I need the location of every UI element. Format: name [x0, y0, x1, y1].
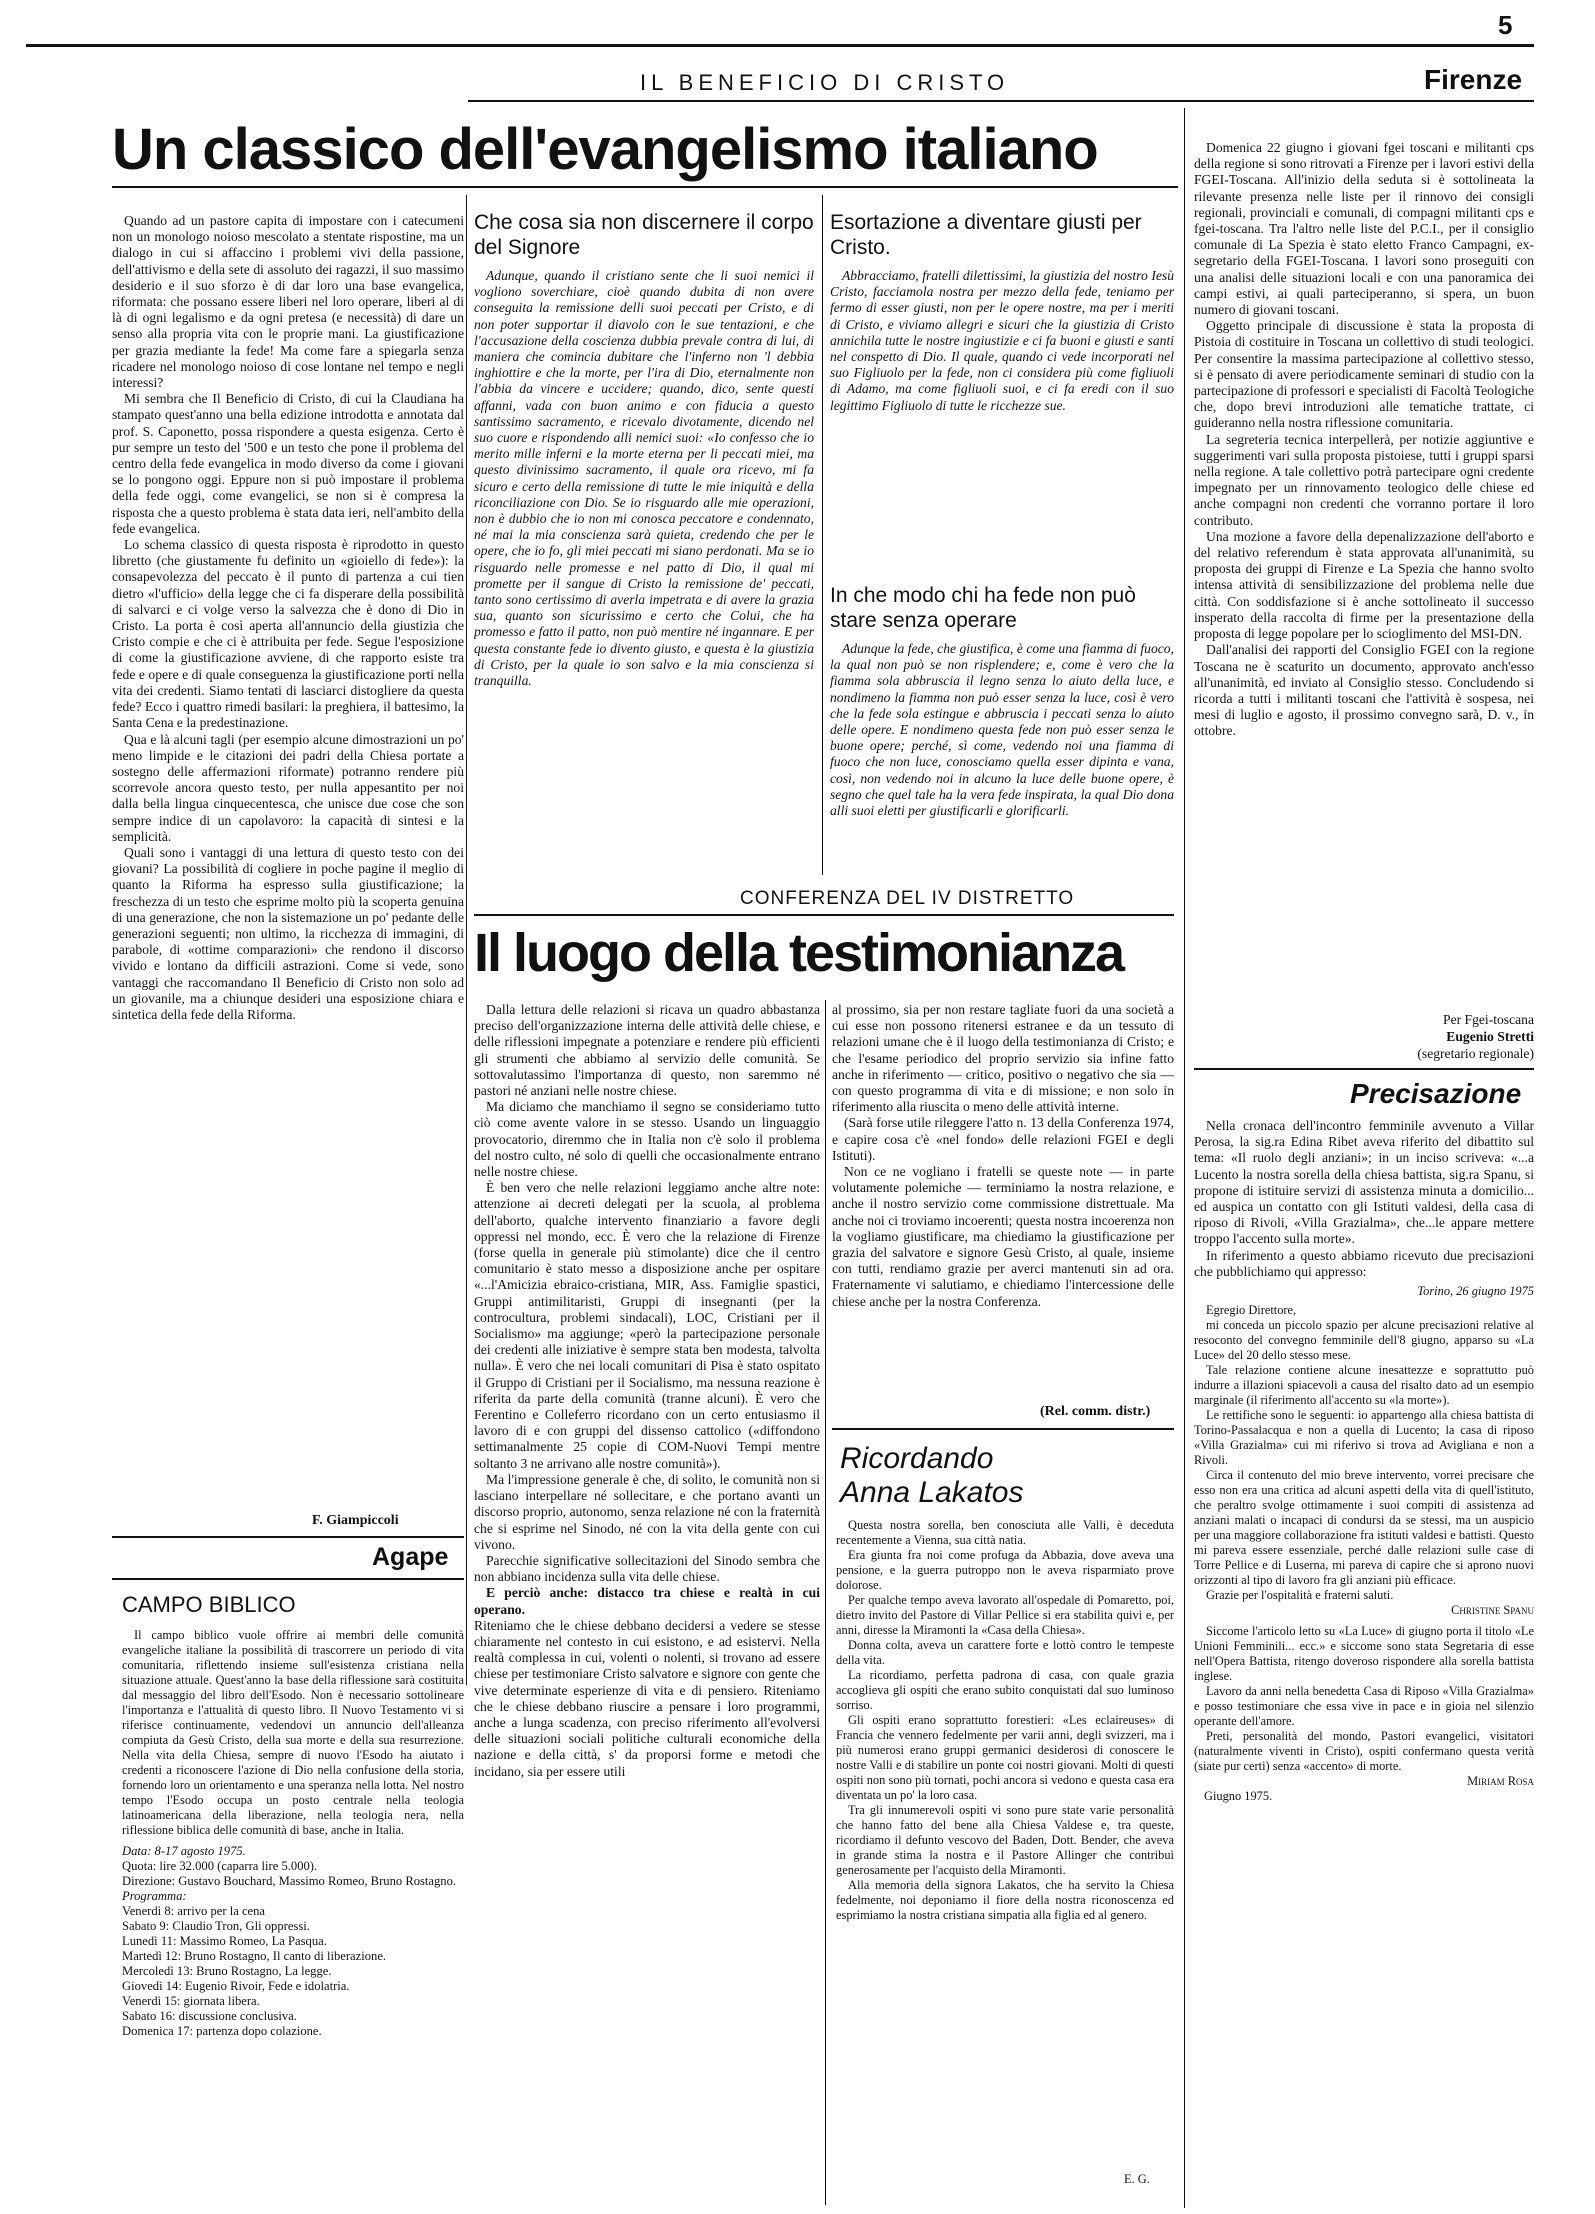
paragraph: Il campo biblico vuole offrire ai membri delle comunità evangeliche italiane la possibilità di trascorrere un periodo di vita comunitaria, riflettendo insieme sull'esistenza cristiana nella situazione attuale. Quest'anno la base della riflessione sarà costituita dal messaggio del libro dell'Esodo. Non è necessario sottolineare l'importanza e l'attualità di questo libro. Il Nuovo Testamento vi si riferisce continuamente, vedendovi un annuncio dell'alleanza compiuta da Gesù Cristo, della sua morte e della sua resurrezione. Nella vita della Chiesa, sempre di nuovo l'Esodo ha aiutato i credenti a riconoscere l'azione di Dio nella confusione della storia, fornendo loro un orientamento e una speranza nella lotta. Nel nostro tempo l'Esodo occupa un posto centrale nella teologia latinoamericana della liberazione, nella teologia nera, nella riflessione biblica delle comunità di base, anche in Italia. — [122, 1628, 464, 1837]
program-item: Venerdì 8: arrivo per la cena — [122, 1904, 266, 1918]
column-divider — [1184, 108, 1185, 2208]
main-article-col1 — [112, 213, 464, 1503]
quote-box-3-text: Adunque la fede, che giustifica, è come una fiamma di fuoco, la qual non può se non risplendere; e, come è vero che la fiamma sola abbruscia il legno senza lo aiuto della luce, e nondimeno la fiamma non può esser senza la luce, così è vero che la fede sola estingue e abbruscia i peccati senza lo aiuto delle opere. E nondimeno questa fede non può esser senza le buone opere; perché, sì come, vedendo noi una fiamma di fuoco che non luce, conosciamo quella esser dipinta e vana, così, non vedendo noi in alcuno la luce delle buone opere, è segno che quel tale ha la vera fede inspirata, la qual Dio dona alli suoi eletti per giustificarli e glorificarli. — [830, 641, 1174, 819]
paragraph: Siccome l'articolo letto su «La Luce» di giugno porta il titolo «Le Unioni Femminili... ecc.» e siccome sono stata Segretaria di esse nell'Opera Battista, ritengo doveroso rispondere alla sorella battista inglese. — [1194, 1624, 1534, 1684]
paragraph: Riteniamo che le chiese debbano decidersi a vedere se stesse chiaramente nel contesto in cui esistono, e ad esistervi. Nella realtà complessa in cui, volenti o nolenti, si trovano ad essere chiese per testimoniare Cristo salvatore e signore con gente che vive determinate esperienze di vita e di pensiero. Riteniamo che le chiese debbano riuscire a pensare i loro programmi, anche a lunga scadenza, con preciso riferimento all'evolversi delle situazioni sociali politiche culturali economiche della nazione e della città, s' da proporsi forme e metodi che incidano, sia per essere utili — [474, 1617, 820, 1779]
paragraph: Lavoro da anni nella benedetta Casa di Riposo «Villa Grazialma» e posso testimoniare che essa vive in pace e in gioia nel silenzio operante dell'amore. — [1194, 1684, 1534, 1729]
conference-end-rule — [832, 1428, 1174, 1430]
paragraph: È ben vero che nelle relazioni leggiamo anche altre note: attenzione ai decreti delegati per la scuola, al problema dell'aborto, qualche intervento finanziario a favore degli oppressi nel mondo, ecc. È vero che la relazione di Firenze (forse quella in generale più stimolante) dice che il centro comunitario è stato messo a disposizione anche per ospitare «...l'Amicizia ebraico-cristiana, MIR, Ass. Famiglie spastici, Gruppi antimilitaristi, Gruppi di insegnanti (per la controcultura, problemi sindacali), LOC, Cristiani per il Socialismo» ma aggiunge; «però la partecipazione personale dei credenti alle iniziative è sempre stata ben modesta, talvolta nulla». È vero che nei locali comunitari di Pisa è stato ospitato il Gruppo di Cristiani per il Socialismo, ma nessuna reazione è riferita da parte della comunità (tranne alcuni). È vero che Ferentino e Colleferro ricordano con un certo entusiasmo il lavoro di e con gruppi del dissenso cattolico («diffondono settimanalmente 25 copie di COM-Nuovi Tempi mentre soltanto 3 ne arrivano alle nostre comunità»). — [474, 1180, 820, 1471]
letter1-date: Torino, 26 giugno 1975 — [1417, 1284, 1534, 1299]
program-item: Martedì 12: Bruno Rostagno, Il canto di liberazione. — [122, 1949, 387, 1963]
paragraph: Una mozione a favore della depenalizzazione dell'aborto e del relativo referendum è stata approvata all'unanimità, su proposta dei gruppi di Firenze e La Spezia che hanno svolto intensa attività di sensibilizzazione del problema nelle due città. Con soddisfazione si è anche sottolineato il successo insperato della raccolta di firme per la presentazione della proposta di legge popolare per lo scioglimento del MSI-DN. — [1194, 528, 1534, 642]
quote-box-1-text: Adunque, quando il cristiano sente che li suoi nemici il vogliono soverchiare, cioè quando dubita di non avere conseguita la remissione delli suoi peccati per Cristo, e di non poter supportar il diavolo con le sue tentazioni, e che l'accusazione della coscienza dubbia prevale contra di lui, di maniera che comincia dubitare che l'inferno non 'l debbia inghiottire e che la morte, per l'ira di Dio, eternalmente non l'abbia da vincere e uccidere; quando, dico, sente questi affanni, vada con buon animo e con fiducia a questo santissimo sacramento, e ricevalo divotamente, dicendo nel suo cuore e rispondendo alli nemici suoi: «Io confesso che io merito mille inferni e la morte eterna per li peccati miei, ma questo divinissimo sacramento, il quale ora ricevo, mi fa sicuro e certo della remissione di tutte le mie iniquità e della riconciliazione con Dio. Se io risguardo alle mie operazioni, non è dubbio che io non mi conosca peccatore e condennato, né mai la mia conscienza sarà quieta, credendo che per le opere, che io fo, gli miei peccati mi siano perdonati. Ma se io risguardo nelle promesse e nel patto di Dio, il qual mi promette per il sangue di Cristo la remissione de' peccati, tanto sono certissimo di averla impetrata e di avere la grazia sua, quanto son sicurissimo e certo che Colui, che ha promesso e fatto il patto, non può mentire né ingannare. E per questa constante fede io divento giusto, e questa è la giustizia di Cristo, per la quale io son salvo e la mia conscienza si tranquilla. — [474, 268, 814, 689]
quote-box-2-text: Abbracciamo, fratelli dilettissimi, la giustizia del nostro Iesù Cristo, facciamola nostra per mezzo della fede, teniamo per fermo di esser giusti, non per le opere nostre, ma per i meriti di Cristo, e viviamo allegri e sicuri che la giustizia di Cristo annichila tutte le nostre ingiustizie e ci fa buoni e giusti e santi nel conspetto di Dio. Il quale, quando ci vede incorporati nel suo Figliuolo per la fede, non ci considera più come figliuoli di Adamo, ma come figliuoli suoi, e ci fa eredi con il suo legittimo Figliuolo di tutte le ricchezze sue. — [830, 268, 1174, 413]
quote-box-1-title: Che cosa sia non discernere il corpo del Signore — [474, 211, 814, 259]
precisazione-body — [1194, 1118, 1534, 2208]
program-item: Mercoledì 13: Bruno Rostagno, La legge. — [122, 1964, 332, 1978]
letter2-signature: Miriam Rosa — [1467, 1774, 1534, 1789]
paragraph: Quando ad un pastore capita di impostare con i catecumeni non un monologo noioso mescolato a stentate rispostine, ma un dialogo in cui si affaccino i problemi vivi della passione, dell'attivismo e della sete di assoluto dei ragazzi, il suo massimo desiderio e il suo sforzo è di dar loro una base evangelica, riformata: che possano essere liberi nel loro operare, liberi al di là di ogni legalismo e da ogni pretesa (e necessità) di dare un senso alla propria vita con le proprie mani. La giustificazione per grazia mediante la fede! Ma come fare a spiegarla senza ricadere nel monologo noioso di cose lontane nel tempo e negli interessi? — [112, 213, 464, 391]
conference-kicker: CONFERENZA DEL IV DISTRETTO — [740, 888, 1075, 909]
quote-box-3-title: In che modo chi ha fede non può stare senza operare — [830, 584, 1136, 632]
ricordando-body — [836, 1518, 1174, 2168]
precisazione-rule — [1194, 1068, 1534, 1070]
top-rule — [26, 44, 1534, 47]
program-item: Sabato 16: discussione conclusiva. — [122, 2009, 297, 2023]
quote-box-3 — [830, 583, 1174, 881]
conference-signature: (Rel. comm. distr.) — [1040, 1404, 1151, 1419]
main-article-author: F. Giampiccoli — [312, 1513, 399, 1528]
letter2-date: Giugno 1975. — [1204, 1789, 1273, 1804]
conference-col2 — [832, 1002, 1174, 1394]
paragraph: In riferimento a questo abbiamo ricevuto due precisazioni che pubblichiamo qui appresso: — [1194, 1247, 1534, 1279]
paragraph: Le rettifiche sono le seguenti: io appartengo alla chiesa battista di Torino-Passalacqua e non a quella di Lucento; la casa di riposo «Villa Grazialma» cui mi riferivo si trova ad Avigliana e non a Rivoli. — [1194, 1408, 1534, 1468]
fgei-toscana-article — [1194, 140, 1534, 1010]
paragraph: Mi sembra che Il Beneficio di Cristo, di cui la Claudiana ha stampato quest'anno una bella edizione introdotta e annotata dal prof. S. Caponetto, possa rispondere a questa esigenza. Certo è pur sempre un testo del '500 e un testo che pone il problema del centro della fede evangelica in modo diverso da come i giovani se lo pongono oggi. Eppure non si può impostare il problema della fede oggi, come evangelici, se non si è compresa la risposta che a questo problema è stata data ieri, nell'ambito della fede evangelica. — [112, 391, 464, 536]
paragraph: La segreteria tecnica interpellerà, per notizie aggiuntive e suggerimenti vari sulla proposta pistoiese, tutti i gruppi sparsi nella regione. A tale collettivo potrà partecipare ogni credente impegnato per un rinnovamento teologico delle chiese ed anche compagni non credenti che vorranno portare il loro contributo. — [1194, 431, 1534, 528]
quote-box-2 — [830, 210, 1174, 525]
program-item: Domenica 17: partenza dopo colazione. — [122, 2024, 322, 2038]
quote-box-2-title: Esortazione a diventare giusti per Cristo. — [830, 211, 1142, 259]
paragraph: Domenica 22 giugno i giovani fgei toscani e militanti cps della regione si sono ritrovati a Firenze per i lavori estivi della FGEI-Toscana. All'inizio della seduta si è sottolineata la rilevante presenza nelle liste per il rinnovo dei consigli regionali, provinciali e comunali, di compagni militanti cps e fgei-toscana. Tra l'altro nelle liste del P.C.I., per il consiglio comunale di La Spezia è stato eletto Franco Campagni, ex-segretario della FGEI-Toscana. I lavori sono proseguiti con una analisi delle situazioni locali e con una panoramica dei campi estivi, ai quali parteciperanno, si spera, un buon numero di giovani toscani. — [1194, 140, 1534, 318]
detail-line: Direzione: Gustavo Bouchard, Massimo Romeo, Bruno Rostagno. — [122, 1874, 457, 1888]
agape-body — [122, 1628, 464, 2208]
paragraph: Lo schema classico di questa risposta è riprodotto in questo libretto (che giustamente fu definito un «gioiello di fede»): la consapevolezza del peccato è il punto di partenza a cui tien dietro «l'ufficio» della legge che ci fa disperare della possibilità di salvarci e ci volge verso la salvezza che è dono di Dio in Cristo. La porta è così aperta all'annuncio della giustizia che Cristo compie e che ci è attribuita per fede. Segue l'esposizione di come la giustificazione avviene, di che rapporto esiste tra fede e opere e di quale conseguenza la giustificazione porti nella vita dei credenti. Siamo tentati di lasciarci distogliere da questa fede? Ecco i quattro rimedi basilari: la preghiera, il battesimo, la Santa Cena e la predestinazione. — [112, 537, 464, 731]
paragraph: La ricordiamo, perfetta padrona di casa, con quale grazia accoglieva gli ospiti che erano subito conquistati dal suo luminoso sorriso. — [836, 1668, 1174, 1712]
paragraph: Qua e là alcuni tagli (per esempio alcune dimostrazioni un po' meno limpide e le citazioni dei padri della Chiesa portate a sostegno delle affermazioni riformate) potranno rendere più scorrevole ancora questo testo, per nulla appesantito per noi dalla bella lingua cinquecentesca, che unisce due cose che son sempre indice di un capolavoro: la capacità di sintesi e la semplicità. — [112, 731, 464, 844]
quote-box-1 — [474, 210, 814, 920]
campo-biblico-title: CAMPO BIBLICO — [122, 1592, 296, 1617]
paragraph: Alla memoria della signora Lakatos, che ha servito la Chiesa fedelmente, noi deponiamo il fiore della nostra riconoscenza ed esprimiamo la nostra cristiana simpatia alla figlia ed al genero. — [836, 1878, 1174, 1922]
paragraph: Dalla lettura delle relazioni si ricava un quadro abbastanza preciso dell'organizzazione interna delle attività delle chiese, e delle riflessioni impegnate a potenziare e rendere più efficienti gli strumenti che abbiamo al servizio delle comunità. Se sottovalutassimo l'importanza di questo, non saremmo né pastori né anziani nelle nostre chiese. — [474, 1002, 820, 1099]
header-rule — [468, 100, 1534, 102]
paragraph: Oggetto principale di discussione è stata la proposta di Pistoia di costituire in Toscana un collettivo di studi teologici. Per consentire la massima partecipazione al collettivo stesso, si è pensato di avere periodicamente seminari di studio con la partecipazione di professori e specialisti di Facoltà Teologiche che, dopo brevi introduzioni alle tematiche trattate, ci guideranno nella nostra riflessione comunitaria. — [1194, 318, 1534, 431]
program-item: Venerdì 15: giornata libera. — [122, 1994, 260, 2008]
paragraph: Preti, personalità del mondo, Pastori evangelici, visitatori (naturalmente viventi in Cristo), ospiti confermano questa verità (siate pur certi) senza «accento» di morte. — [1194, 1729, 1534, 1774]
fgei-signature-line3: (segretario regionale) — [1417, 1046, 1534, 1061]
column-divider — [822, 195, 823, 875]
paragraph: Nella cronaca dell'incontro femminile avvenuto a Villar Perosa, la sig.ra Edina Ribet aveva riferito del dibattito sul tema: «Il ruolo degli anziani»; in un inciso scriveva: «...a Lucento la nostra sorella della chiesa battista, sig.ra Spanu, si propone di istituire servizi di assistenza minuta a domicilio... ed auspica un contatto con gli Istituti valdesi, della casa di riposo di Rivoli, «Villa Grazialma», che...le appare mettere troppo l'accento sulla morte». — [1194, 1118, 1534, 1247]
paragraph: (Sarà forse utile rileggere l'atto n. 13 della Conferenza 1974, e capire cosa c'è «nel fondo» delle relazioni FGEI e degli Istituti). — [832, 1115, 1174, 1163]
page-number: 5 — [1498, 10, 1513, 40]
paragraph: Egregio Direttore, — [1206, 1303, 1297, 1318]
detail-line: Quota: lire 32.000 (caparra lire 5.000). — [122, 1859, 318, 1873]
paragraph: Grazie per l'ospitalità e fraterni saluti. — [1206, 1588, 1394, 1603]
paragraph: Dall'analisi dei rapporti del Consiglio FGEI con la regione Toscana ne è scaturito un documento, approvato anch'esso all'unanimità, ed inviato al Consiglio stesso. Concludendo si ricorda a tutti i militanti toscani che l'attività è sospesa, nei mesi di luglio e agosto, il prossimo convegno sarà, D. v., in ottobre. — [1194, 642, 1534, 739]
paragraph: Tra gli innumerevoli ospiti vi sono pure state varie personalità che hanno fatto del bene alla Chiesa Valdese e, tra queste, ricordiamo il defunto vescovo del Baden, Dott. Bender, che aveva in grande stima la nostra e il Pastore Allinger che contribuì generosamente per l'acquisto della Miramonti. — [836, 1803, 1174, 1877]
paragraph: Parecchie significative sollecitazioni del Sinodo sembra che non abbiano incidenza sulla vita delle chiese. — [474, 1552, 820, 1585]
paragraph: mi conceda un piccolo spazio per alcune precisazioni relative al resoconto del convegno femminile dell'8 giugno, apparso su «La Luce» del 20 dello stesso mese. — [1194, 1318, 1534, 1363]
paragraph: Questa nostra sorella, ben conosciuta alle Valli, è deceduta recentemente a Vienna, sua città natia. — [836, 1518, 1174, 1547]
program-item: Lunedì 11: Massimo Romeo, La Pasqua. — [122, 1934, 327, 1948]
conference-col1 — [474, 1002, 820, 2210]
paragraph: Ma diciamo che manchiamo il segno se consideriamo tutto ciò come avente valore in se stesso. Usando un linguaggio provocatorio, diremmo che in Italia non c'è solo il problema del nostro culto, né solo di quelli che occasionalmente entrano nelle nostre chiese. — [474, 1099, 820, 1180]
paragraph: Ma l'impressione generale è che, di solito, le comunità non si lasciano interpellare né sollecitare, e che portano avanti un discorso proprio, autonomo, senza relazione né con la fraternità che si esprime nel Sinodo, né con la vita della gente con cui vivono. — [474, 1471, 820, 1552]
fgei-signature-line1: Per Fgei-toscana — [1443, 1012, 1534, 1027]
bold-lead: E perciò anche: distacco tra chiese e realtà in cui operano. — [474, 1585, 820, 1617]
paragraph: Gli ospiti erano soprattutto forestieri: «Les eclaireuses» di Francia che vennero fedelmente per varii anni, degli svizzeri, ma i più numerosi erano gruppi germanici desiderosi di conoscere le nostre Valli e di stabilire un ponte coi nostri giovani. Molti di questi ospiti non sono più tornati, pochi ancora si vedono e questa casa era diventata un po' la loro casa. — [836, 1713, 1174, 1802]
paragraph: Circa il contenuto del mio breve intervento, vorrei precisare che esso non era una critica ad alcuni aspetti della vita di quell'istituto, che peraltro svolge ottimamente i suoi compiti di assistenza ad anziani malati o incapaci di condursi da se stessi, ma un auspicio per una maggiore collaborazione fra istituti valdesi e battisti. Questo mi pareva essere essenziale, perché dalle relazioni sulle case di Torre Pellice e di Luserna, mi pareva di capire che si aprono nuovi orizzonti al tipo di lavoro fra gli anziani più efficace. — [1194, 1468, 1534, 1588]
agape-rule — [112, 1536, 464, 1538]
main-article-title: Un classico dell'evangelismo italiano — [112, 117, 1098, 182]
ricordando-title-line2: Anna Lakatos — [840, 1476, 1024, 1509]
agape-rule-2 — [112, 1578, 464, 1580]
program-item: Giovedì 14: Eugenio Rivoir, Fede e idolatria. — [122, 1979, 350, 1993]
ricordando-signature: E. G. — [1124, 2172, 1150, 2186]
paragraph: Per qualche tempo aveva lavorato all'ospedale di Pomaretto, poi, dietro invito del Pastore di Villar Pellice si era stabilita quivi e, per anni, diresse la Miramonti la «Casa della Chiesa». — [836, 1593, 1174, 1637]
paragraph: Quali sono i vantaggi di una lettura di questo testo con dei giovani? La possibilità di cogliere in poche pagine il meglio di quanto la Riforma ha espresso sulla giustificazione; la freschezza di un testo che esprime molto più la scoperta genuina di una generazione, che non la sistemazione un po' pedante delle generazioni seguenti; non ultimo, la ricchezza di immagini, di parabole, di «ottime comparazioni» che rendono il discorso vivido e lontano da difficili astrazioni. Come si vede, sono vantaggi che raccomandano Il Beneficio di Cristo non solo ad un giovanile, ma a chiunque desideri una esposizione chiara e sintetica della fede della Riforma. — [112, 844, 464, 1022]
section-title: IL BENEFICIO DI CRISTO — [640, 70, 1010, 95]
conference-title: Il luogo della testimonianza — [474, 923, 1124, 983]
paragraph: Non ce ne vogliano i fratelli se queste note — in parte volutamente polemiche — terminiamo la nostra relazione, e anche il nostro servizio come commissione distrettuale. Ma anche noi ci troviamo incoerenti; questa nostra incoerenza non la vogliamo giustificare, ma chiediamo la giustificazione per grazia del salvatore e signore Gesù Cristo, al quale, insieme con tutti, rendiamo grazie per averci mantenuti sin ad ora. Fraternamente vi salutiamo, e chiediamo l'intercessione delle chiese anche per la nostra Conferenza. — [832, 1164, 1174, 1309]
title-rule — [112, 186, 1178, 188]
column-divider — [466, 195, 467, 1685]
ricordando-title — [840, 1442, 1023, 1510]
conference-rule — [474, 914, 1174, 916]
agape-label: Agape — [372, 1543, 449, 1571]
city-label: Firenze — [1424, 64, 1523, 95]
fgei-signature-line2: Eugenio Stretti — [1446, 1029, 1534, 1044]
paragraph: al prossimo, sia per non restare tagliate fuori da una società a cui esse non possono ritenersi estranee e da un tessuto di relazioni umane che è il luogo della testimonianza di Cristo; e che l'esame periodico del proprio servizio sia infine fatto anche in riferimento — critico, positivo o negativo che sia — con questo programma di vita e di missione; e non solo in riferimento alla riuscita o meno delle attività interne. — [832, 1002, 1174, 1115]
letter1-signature: Christine Spanu — [1451, 1603, 1534, 1618]
paragraph: Tale relazione contiene alcune inesattezze e soprattutto può indurre a illazioni spiacevoli a causa del risalto dato ad un esempio marginale (il riferimento all'accento su «la morte»). — [1194, 1363, 1534, 1408]
program-item: Sabato 9: Claudio Tron, Gli oppressi. — [122, 1919, 310, 1933]
column-divider — [825, 1000, 826, 2205]
paragraph: Donna colta, aveva un carattere forte e lottò contro le tempeste della vita. — [836, 1638, 1174, 1667]
paragraph: Era giunta fra noi come profuga da Abbazia, dove aveva una pensione, e la guerra putroppo non le aveva risparmiato prove dolorose. — [836, 1548, 1174, 1592]
ricordando-title-line1: Ricordando — [840, 1442, 994, 1475]
precisazione-title: Precisazione — [1350, 1078, 1522, 1109]
detail-line: Data: 8-17 agosto 1975. — [122, 1844, 246, 1858]
program-label: Programma: — [122, 1889, 187, 1903]
